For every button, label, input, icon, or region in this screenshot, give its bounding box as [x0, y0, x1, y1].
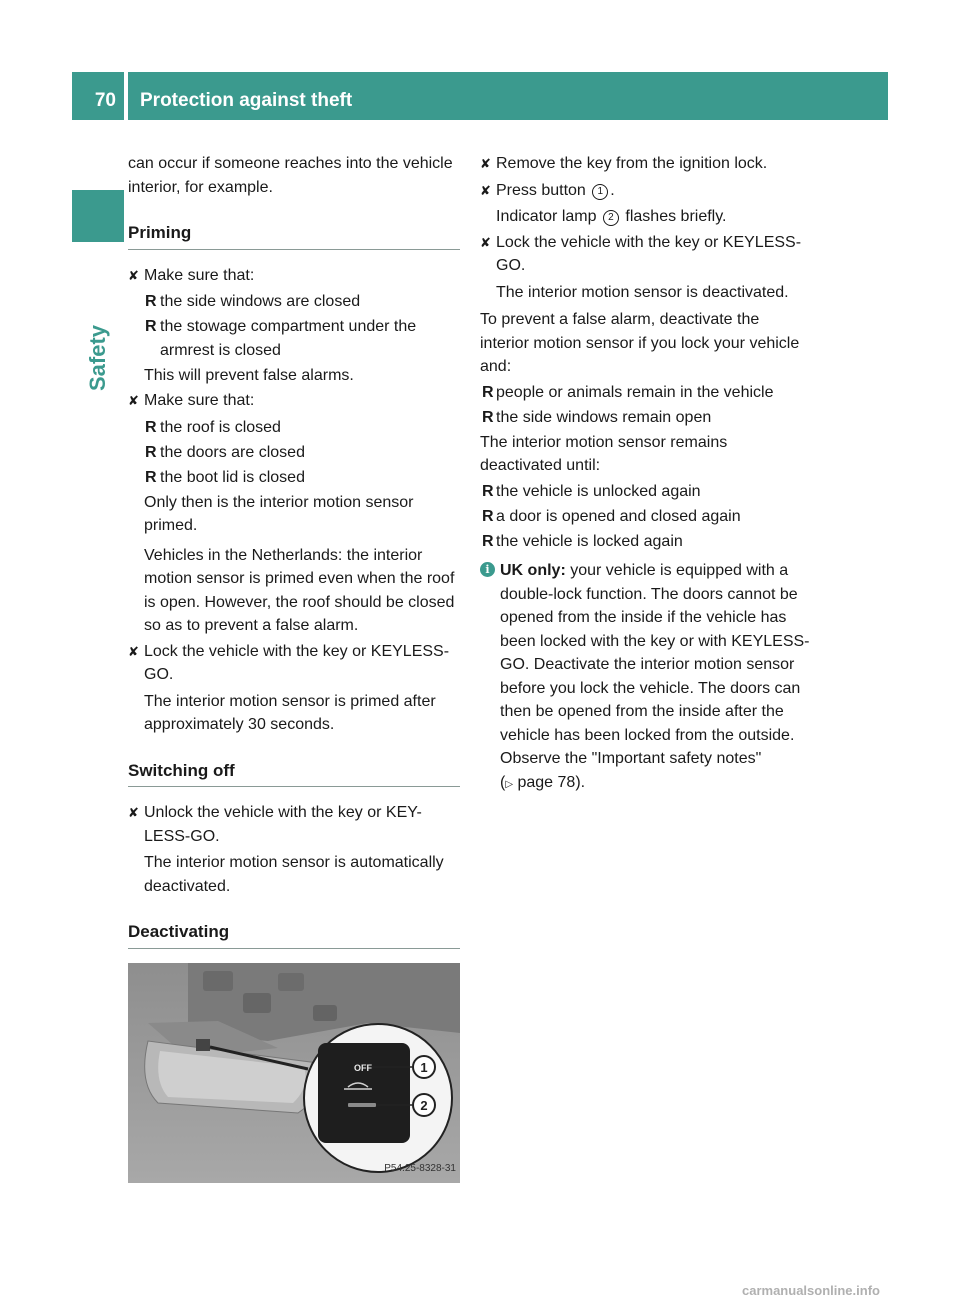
paragraph: To prevent a false alarm, deactivate the interior motion sensor if you lock your vehicle and: [480, 311, 800, 375]
list-item: R the vehicle is locked again [480, 530, 812, 554]
bullet-icon: R [482, 532, 494, 550]
deactivating-heading: Deactivating [128, 920, 460, 949]
list-item: R people or animals remain in the vehicle [480, 381, 812, 405]
bullet-icon: R [482, 408, 494, 426]
left-column [128, 152, 460, 1183]
step-note: This will prevent false alarms. [144, 366, 354, 384]
step-arrow-icon: ✘ [128, 267, 139, 283]
step-arrow-icon: ✘ [480, 156, 491, 171]
instruction-step: ✘ Lock the vehicle with the key or KEYLESS-GO. [128, 640, 460, 687]
step-note: Vehicles in the Netherlands: the interior motion sensor is primed even when the roof is open. However, the roof should be closed so as to prevent a false alarm. [144, 546, 455, 634]
intro-text: can occur if someone reaches into the vehicle interior, for example. [128, 155, 453, 196]
step-note: Only then is the interior motion sensor primed. [144, 493, 414, 534]
list-item: R the vehicle is unlocked again [480, 480, 812, 504]
step-arrow-icon: ✘ [128, 393, 139, 408]
callout-2-label: 2 [420, 1097, 428, 1113]
watermark: carmanualsonline.info [742, 1283, 880, 1298]
page-reference-link[interactable]: page 78). [517, 773, 586, 791]
section-marker [72, 190, 124, 242]
step-arrow-icon: ✘ [128, 805, 139, 820]
overhead-control-panel-figure [128, 963, 460, 1183]
instruction-step: ✘ Unlock the vehicle with the key or KEY-LESS-GO. [128, 801, 460, 848]
instruction-step: ✘ Make sure that: [128, 389, 460, 413]
bullet-icon: R [145, 443, 157, 461]
priming-heading: Priming [128, 221, 460, 250]
figure-illustration [128, 963, 460, 1183]
list-item: R the stowage compartment under the armrest is closed [128, 315, 460, 362]
bullet-icon: R [482, 482, 494, 500]
bullet-icon: R [145, 418, 157, 436]
step-note: The interior motion sensor is deactivated. [496, 283, 789, 301]
list-item: R the side windows remain open [480, 406, 812, 430]
bullet-icon: R [482, 507, 494, 525]
step-note: The interior motion sensor is primed after approximately 30 seconds. [144, 692, 436, 733]
info-text: your vehicle is equipped with a double-lock function. The doors cannot be opened from the inside if the vehicle has been locked with the key or with KEYLESS-GO. Deactivate the interior motion sensor before you lock the vehicle. The doors can then be opened from the inside after the vehicle has been locked from the outside. Observe the "Important safety notes" [500, 562, 810, 767]
list-item: R the side windows are closed [128, 290, 460, 314]
right-column [480, 152, 812, 796]
step-arrow-icon: ✘ [480, 182, 491, 198]
info-note: i UK only: your vehicle is equipped with a double-lock function. The doors cannot be opened from the inside if the vehicle has been locked with the key or with KEYLESS-GO. Deactivate the interior motion sensor before you lock the vehicle. The doors can then be opened from the inside after the vehicle has been locked from the outside. Observe the "Important safety notes" (▷ page 78). [480, 559, 812, 796]
page-title: Protection against theft [128, 72, 888, 120]
list-item: R the doors are closed [128, 441, 460, 465]
instruction-step: ✘ Press button 1 . [480, 179, 812, 203]
bullet-icon: R [482, 383, 494, 401]
callout-1-label: 1 [420, 1059, 428, 1075]
callout-2-ref-icon: 2 [603, 210, 619, 226]
section-tab[interactable] [84, 318, 112, 398]
page-ref-arrow-icon: ▷ [505, 778, 514, 790]
bullet-icon: R [145, 468, 157, 486]
instruction-step: ✘ Make sure that: [128, 264, 460, 288]
page-number: 70 [72, 72, 124, 120]
switching-off-heading: Switching off [128, 759, 460, 788]
instruction-step: ✘ Lock the vehicle with the key or KEYLESS-GO. [480, 231, 812, 278]
bullet-icon: R [145, 318, 157, 335]
bullet-icon: R [145, 293, 157, 310]
instruction-step: ✘ Remove the key from the ignition lock. [480, 152, 812, 176]
callout-1-ref-icon: 1 [592, 184, 608, 200]
paragraph: The interior motion sensor remains deactivated until: [480, 433, 728, 474]
off-label: OFF [354, 1062, 372, 1073]
figure-id: P54.25-8328-31 [384, 1163, 456, 1174]
list-item: R a door is opened and closed again [480, 505, 812, 529]
step-arrow-icon: ✘ [480, 234, 491, 250]
info-icon: i [480, 562, 495, 577]
list-item: R the boot lid is closed [128, 466, 460, 490]
section-tab-label: Safety [85, 324, 111, 392]
list-item: R the roof is closed [128, 416, 460, 440]
step-note: The interior motion sensor is automatically deactivated. [144, 854, 444, 895]
step-note: Indicator lamp 2 flashes briefly. [496, 208, 727, 225]
info-label: UK only: [500, 562, 566, 579]
step-arrow-icon: ✘ [128, 643, 139, 659]
